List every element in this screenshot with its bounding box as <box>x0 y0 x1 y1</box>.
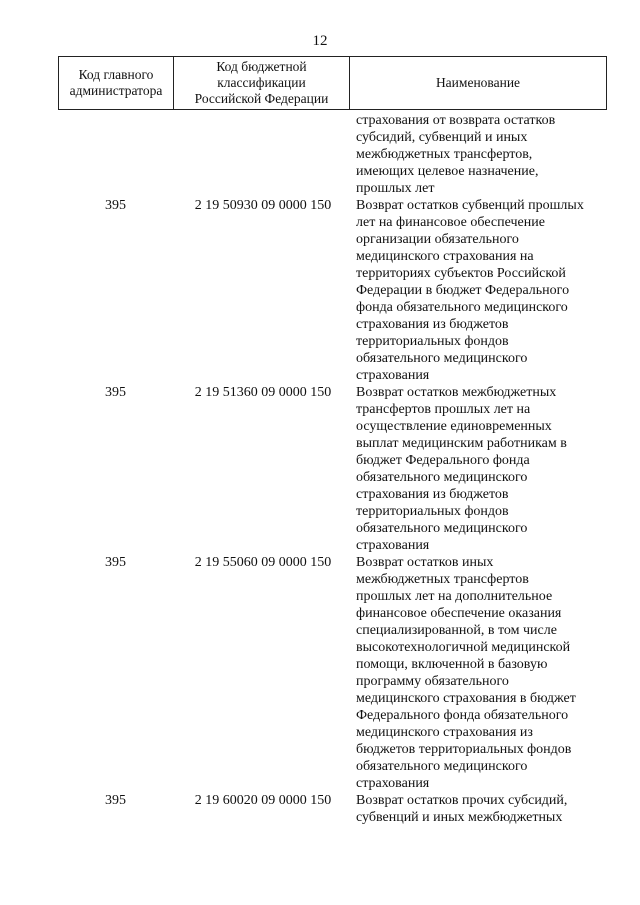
name-line: Возврат остатков иных <box>356 555 494 570</box>
admin-code-cell: 395 <box>105 793 126 808</box>
name-line: территориальных фондов <box>356 504 509 519</box>
name-line: Федерального фонда обязательного <box>356 708 569 723</box>
name-line: страхования из бюджетов <box>356 317 509 332</box>
table-row <box>0 792 640 826</box>
name-line: бюджетов территориальных фондов <box>356 742 572 757</box>
table-body <box>0 112 640 826</box>
name-line: лет на финансовое обеспечение <box>356 215 545 230</box>
name-line: субсидий, субвенций и иных <box>356 130 528 145</box>
table-header <box>58 56 607 110</box>
name-line: финансовое обеспечение оказания <box>356 606 562 621</box>
name-cell <box>356 554 608 792</box>
name-line: субвенций и иных межбюджетных <box>356 810 563 825</box>
name-line: трансфертов прошлых лет на <box>356 402 531 417</box>
name-line: обязательного медицинского <box>356 351 528 366</box>
name-line: страхования <box>356 538 430 553</box>
name-line: медицинского страхования в бюджет <box>356 691 576 706</box>
table-row <box>0 384 640 554</box>
header-budget-code-line: Код бюджетной <box>216 59 307 74</box>
table-row <box>0 112 640 197</box>
name-line: прошлых лет <box>356 181 435 196</box>
name-line: Федерации в бюджет Федерального <box>356 283 570 298</box>
header-name-label: Наименование <box>435 75 521 90</box>
name-line: выплат медицинским работникам в <box>356 436 567 451</box>
admin-code-cell: 395 <box>105 198 126 213</box>
table-row <box>0 197 640 384</box>
name-line: межбюджетных трансфертов, <box>356 147 533 162</box>
name-line: прошлых лет на дополнительное <box>356 589 553 604</box>
name-line: высокотехнологичной медицинской <box>356 640 571 655</box>
name-line: обязательного медицинского <box>356 759 528 774</box>
name-line: территориальных фондов <box>356 334 509 349</box>
admin-code-cell: 395 <box>105 555 126 570</box>
page-number: 12 <box>312 33 328 49</box>
name-line: помощи, включенной в базовую <box>356 657 548 672</box>
header-name <box>350 57 606 109</box>
header-admin-code-line: Код главного <box>78 67 154 82</box>
name-cell <box>356 384 608 554</box>
header-admin-code-line: администратора <box>69 83 163 98</box>
budget-code-cell: 2 19 60020 09 0000 150 <box>194 793 332 808</box>
name-line: программу обязательного <box>356 674 509 689</box>
name-line: страхования <box>356 776 430 791</box>
admin-code-cell: 395 <box>105 385 126 400</box>
name-line: межбюджетных трансфертов <box>356 572 529 587</box>
name-line: специализированной, в том числе <box>356 623 557 638</box>
name-cell <box>356 112 608 197</box>
name-line: фонда обязательного медицинского <box>356 300 568 315</box>
name-line: организации обязательного <box>356 232 519 247</box>
budget-code-cell: 2 19 51360 09 0000 150 <box>194 385 332 400</box>
name-cell <box>356 197 608 384</box>
name-line: страхования <box>356 368 430 383</box>
header-budget-code-line: Российской Федерации <box>194 91 329 106</box>
budget-code-cell: 2 19 55060 09 0000 150 <box>194 555 332 570</box>
header-budget-code <box>174 57 350 109</box>
name-line: страхования из бюджетов <box>356 487 509 502</box>
name-line: территориях субъектов Российской <box>356 266 566 281</box>
name-line: осуществление единовременных <box>356 419 552 434</box>
budget-code-cell: 2 19 50930 09 0000 150 <box>194 198 332 213</box>
name-line: имеющих целевое назначение, <box>356 164 539 179</box>
table-row <box>0 554 640 792</box>
name-line: страхования от возврата остатков <box>356 113 556 128</box>
header-budget-code-line: классификации <box>217 75 306 90</box>
name-line: обязательного медицинского <box>356 521 528 536</box>
name-line: Возврат остатков прочих субсидий, <box>356 793 568 808</box>
name-line: Возврат остатков межбюджетных <box>356 385 557 400</box>
name-line: бюджет Федерального фонда <box>356 453 530 468</box>
name-cell <box>356 792 608 826</box>
name-line: обязательного медицинского <box>356 470 528 485</box>
name-line: Возврат остатков субвенций прошлых <box>356 198 584 213</box>
header-admin-code <box>59 57 174 109</box>
name-line: медицинского страхования на <box>356 249 534 264</box>
name-line: медицинского страхования из <box>356 725 533 740</box>
